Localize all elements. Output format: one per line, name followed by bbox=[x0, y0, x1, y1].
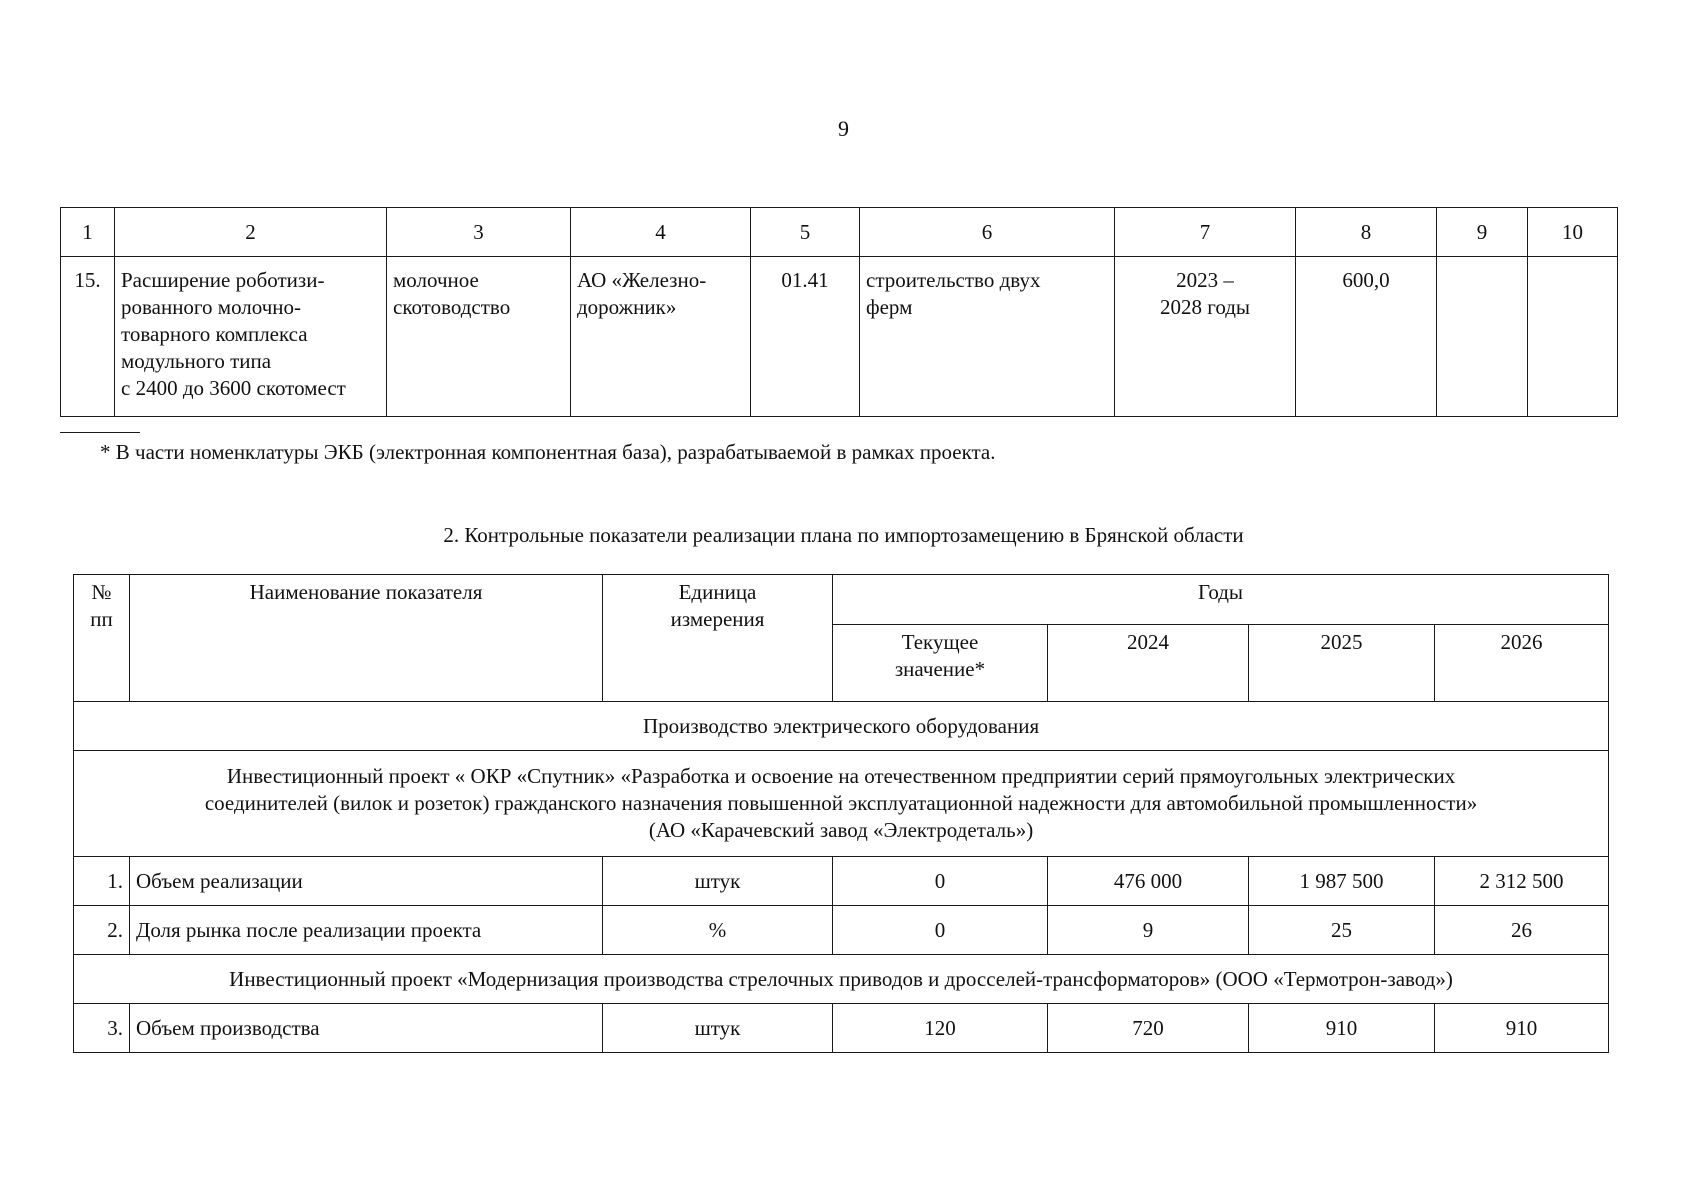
value-2024: 476 000 bbox=[1048, 857, 1249, 906]
company: АО «Железно- дорожник» bbox=[571, 257, 751, 417]
sector: молочное скотоводство bbox=[387, 257, 571, 417]
value: 600,0 bbox=[1296, 257, 1437, 417]
column-number: 4 bbox=[571, 208, 751, 257]
footnote: * В части номенклатуры ЭКБ (электронная компонентная база), разрабатываемой в рамках проекта. bbox=[100, 440, 996, 464]
project-row bbox=[74, 955, 1609, 1004]
header-year-2026: 2026 bbox=[1435, 625, 1609, 702]
section-row bbox=[74, 702, 1609, 751]
section-title: 2. Контрольные показатели реализации плана по импортозамещению в Брянской области bbox=[443, 523, 1244, 547]
table-row bbox=[74, 857, 1609, 906]
value-2025: 1 987 500 bbox=[1249, 857, 1435, 906]
column-number: 8 bbox=[1296, 208, 1437, 257]
indicator-name: Объем производства bbox=[130, 1004, 603, 1053]
column-number-row bbox=[61, 208, 1618, 257]
row-number: 15. bbox=[61, 257, 115, 417]
indicator-name: Объем реализации bbox=[130, 857, 603, 906]
column-number: 7 bbox=[1115, 208, 1296, 257]
empty-cell bbox=[1437, 257, 1528, 417]
column-number: 10 bbox=[1528, 208, 1618, 257]
value-2024: 720 bbox=[1048, 1004, 1249, 1053]
header-unit: Единица измерения bbox=[603, 575, 833, 702]
current-value: 0 bbox=[833, 906, 1048, 955]
value-2026: 2 312 500 bbox=[1435, 857, 1609, 906]
header-current-value: Текущее значение* bbox=[833, 625, 1048, 702]
value-2026: 910 bbox=[1435, 1004, 1609, 1053]
activity-code: 01.41 bbox=[751, 257, 860, 417]
section-heading: Производство электрического оборудования bbox=[74, 702, 1609, 751]
row-number: 3. bbox=[74, 1004, 130, 1053]
footnote-divider bbox=[60, 432, 140, 433]
value-2024: 9 bbox=[1048, 906, 1249, 955]
table-row bbox=[74, 1004, 1609, 1053]
projects-table bbox=[60, 207, 1618, 417]
row-number: 1. bbox=[74, 857, 130, 906]
column-number: 5 bbox=[751, 208, 860, 257]
header-row bbox=[74, 575, 1609, 625]
value-2026: 26 bbox=[1435, 906, 1609, 955]
project-name: Расширение роботизи- рованного молочно- товарного комплекса модульного типа с 2400 до 3600 скотомест bbox=[115, 257, 387, 417]
indicator-name: Доля рынка после реализации проекта bbox=[130, 906, 603, 955]
header-year-2025: 2025 bbox=[1249, 625, 1435, 702]
row-number: 2. bbox=[74, 906, 130, 955]
value-2025: 910 bbox=[1249, 1004, 1435, 1053]
column-number: 6 bbox=[860, 208, 1115, 257]
project-heading: Инвестиционный проект « ОКР «Спутник» «Разработка и освоение на отечественном предприятии серий прямоугольных электрических соединителей (вилок и розеток) гражданского назначения повышенной эксплуатационной надежности для автомобильной промышленности» (АО «Карачевский завод «Электродеталь») bbox=[74, 751, 1609, 857]
empty-cell bbox=[1528, 257, 1618, 417]
page-number: 9 bbox=[838, 116, 849, 141]
header-indicator-name: Наименование показателя bbox=[130, 575, 603, 702]
current-value: 120 bbox=[833, 1004, 1048, 1053]
header-number: № пп bbox=[74, 575, 130, 702]
table-row bbox=[74, 906, 1609, 955]
current-value: 0 bbox=[833, 857, 1048, 906]
period: 2023 – 2028 годы bbox=[1115, 257, 1296, 417]
action: строительство двух ферм bbox=[860, 257, 1115, 417]
header-years: Годы bbox=[833, 575, 1609, 625]
unit: штук bbox=[603, 857, 833, 906]
column-number: 3 bbox=[387, 208, 571, 257]
indicators-table bbox=[73, 574, 1609, 1053]
table-row bbox=[61, 257, 1618, 417]
value-2025: 25 bbox=[1249, 906, 1435, 955]
project-row bbox=[74, 751, 1609, 857]
project-heading: Инвестиционный проект «Модернизация производства стрелочных приводов и дросселей-трансформаторов» (ООО «Термотрон-завод») bbox=[74, 955, 1609, 1004]
header-year-2024: 2024 bbox=[1048, 625, 1249, 702]
unit: % bbox=[603, 906, 833, 955]
unit: штук bbox=[603, 1004, 833, 1053]
column-number: 9 bbox=[1437, 208, 1528, 257]
column-number: 1 bbox=[61, 208, 115, 257]
column-number: 2 bbox=[115, 208, 387, 257]
